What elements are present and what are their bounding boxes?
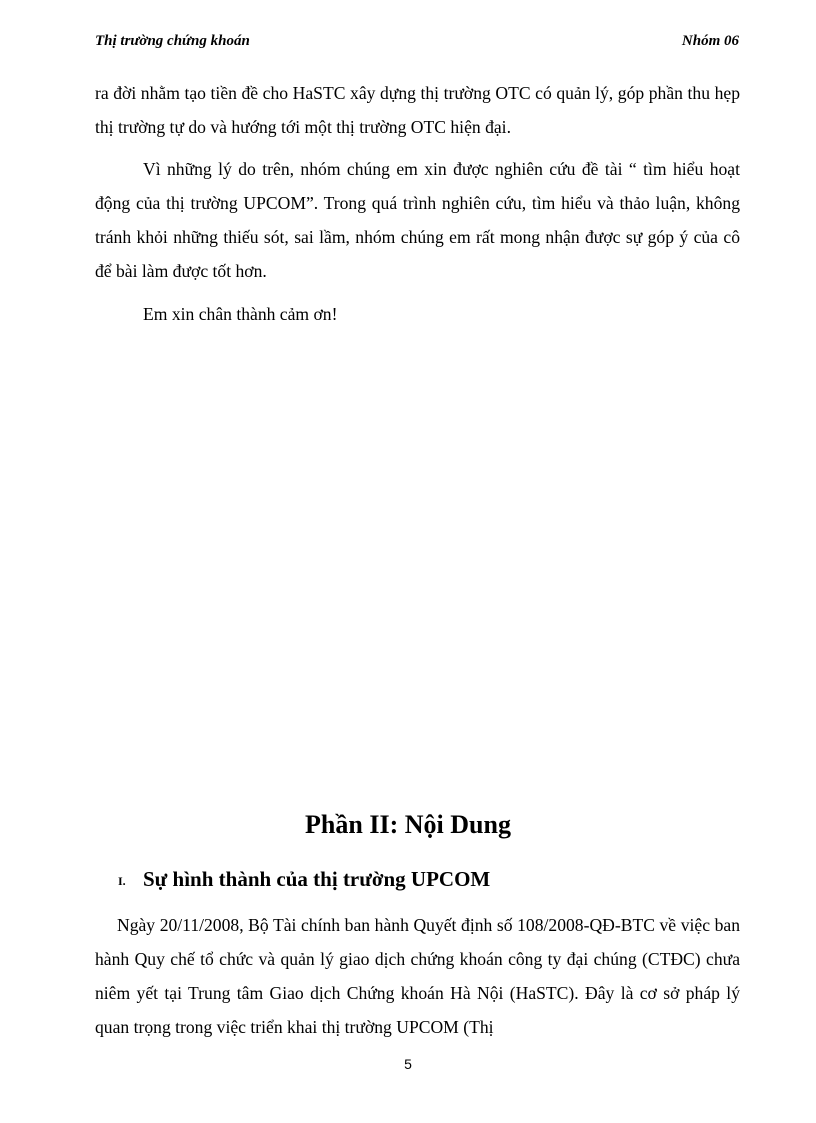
page-header (95, 33, 739, 55)
paragraph-thanks: Em xin chân thành cảm ơn! (143, 304, 338, 324)
section-title: Sự hình thành của thị trường UPCOM (143, 867, 491, 891)
paragraph-intro-continuation: ra đời nhằm tạo tiền đề cho HaSTC xây dựng thị trường OTC có quản lý, góp phần thu hẹp thị trường tự do và hướng tới một thị trường OTC hiện đại. (95, 83, 740, 137)
page-number: 5 (404, 1056, 412, 1072)
section-heading (118, 863, 490, 897)
header-group-label: Nhóm 06 (681, 33, 739, 49)
paragraph-section-body: Ngày 20/11/2008, Bộ Tài chính ban hành Quyết định số 108/2008-QĐ-BTC về việc ban hành Quy chế tổ chức và quản lý giao dịch chứng khoán công ty đại chúng (CTĐC) chưa niêm yết tại Trung tâm Giao dịch Chứng khoán Hà Nội (HaSTC). Đây là cơ sở pháp lý quan trọng trong việc triển khai thị trường UPCOM (Thị (95, 915, 740, 1037)
section-number: I. (118, 874, 126, 889)
header-document-title: Thị trường chứng khoán (95, 33, 250, 49)
paragraph-research-topic: Vì những lý do trên, nhóm chúng em xin được nghiên cứu đề tài “ tìm hiểu hoạt động của thị trường UPCOM”. Trong quá trình nghiên cứu, tìm hiểu và thảo luận, không tránh khỏi những thiếu sót, sai lầm, nhóm chúng em rất mong nhận được sự góp ý của cô để bài làm được tốt hơn. (95, 159, 740, 281)
part-title: Phần II: Nội Dung (305, 810, 511, 839)
